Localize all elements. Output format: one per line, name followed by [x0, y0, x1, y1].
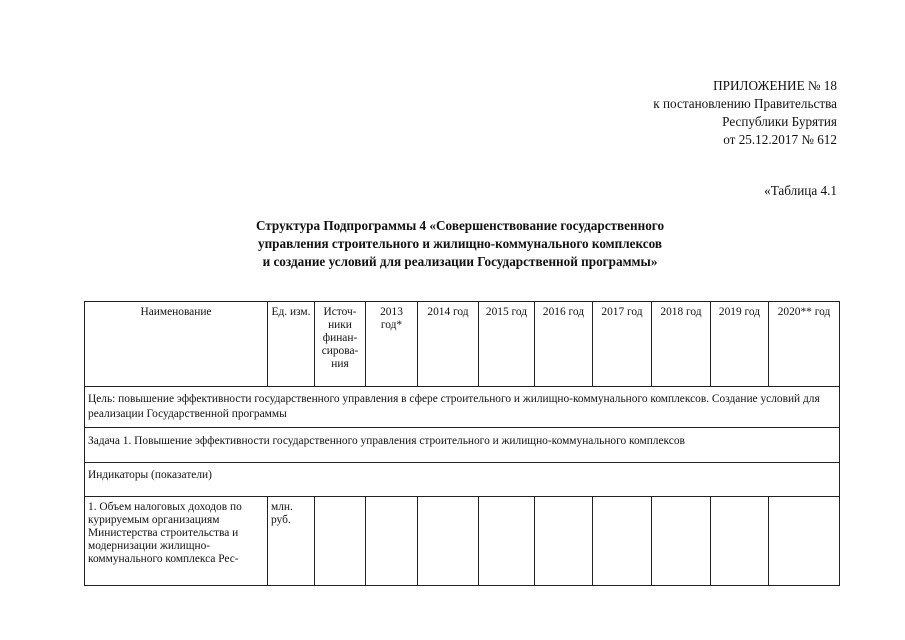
appendix-republic: Республики Бурятия	[722, 114, 837, 129]
cell-2014	[418, 497, 479, 586]
indicators-text: Индикаторы (показатели)	[85, 463, 840, 497]
title-line-3: и создание условий для реализации Государственной программы»	[262, 254, 658, 269]
goal-text: Цель: повышение эффективности государственного управления в сфере строительного и жилищно-коммунального комплексов. Создание условий для реализации Государственной программы	[85, 387, 840, 428]
task-text: Задача 1. Повышение эффективности государственного управления строительного и жилищно-коммунального комплексов	[85, 428, 840, 463]
header-2017: 2017 год	[593, 302, 652, 387]
header-2015: 2015 год	[479, 302, 535, 387]
cell-2016	[535, 497, 593, 586]
cell-2013	[366, 497, 418, 586]
header-2016: 2016 год	[535, 302, 593, 387]
structure-table	[84, 301, 840, 586]
header-unit: Ед. изм.	[268, 302, 315, 387]
document-title	[180, 217, 740, 271]
indicator-name: 1. Объем налоговых доходов по курируемым организациям Министерства строительства и модернизации жилищно-коммунального комплекса Рес-	[85, 497, 268, 586]
title-line-2: управления строительного и жилищно-коммунального комплексов	[257, 236, 663, 251]
indicators-row	[85, 463, 840, 497]
header-2014: 2014 год	[418, 302, 479, 387]
header-source: Источ- ники финан- сирова- ния	[315, 302, 366, 387]
cell-2017	[593, 497, 652, 586]
appendix-number: ПРИЛОЖЕНИЕ № 18	[713, 78, 837, 93]
task-row	[85, 428, 840, 463]
cell-2015	[479, 497, 535, 586]
cell-source	[315, 497, 366, 586]
cell-2018	[652, 497, 711, 586]
appendix-header	[653, 77, 837, 149]
goal-row	[85, 387, 840, 428]
cell-2020	[769, 497, 840, 586]
cell-2019	[711, 497, 769, 586]
header-2020: 2020** год	[769, 302, 840, 387]
header-2019: 2019 год	[711, 302, 769, 387]
header-2013: 2013 год*	[366, 302, 418, 387]
appendix-resolution: к постановлению Правительства	[653, 96, 837, 111]
table-header-row	[85, 302, 840, 387]
indicator-unit: млн. руб.	[268, 497, 315, 586]
table-row	[85, 497, 840, 586]
table-reference: «Таблица 4.1	[764, 183, 837, 198]
appendix-date: от 25.12.2017 № 612	[723, 132, 837, 147]
title-line-1: Структура Подпрограммы 4 «Совершенствование государственного	[255, 218, 665, 233]
header-2018: 2018 год	[652, 302, 711, 387]
header-name: Наименование	[85, 302, 268, 387]
